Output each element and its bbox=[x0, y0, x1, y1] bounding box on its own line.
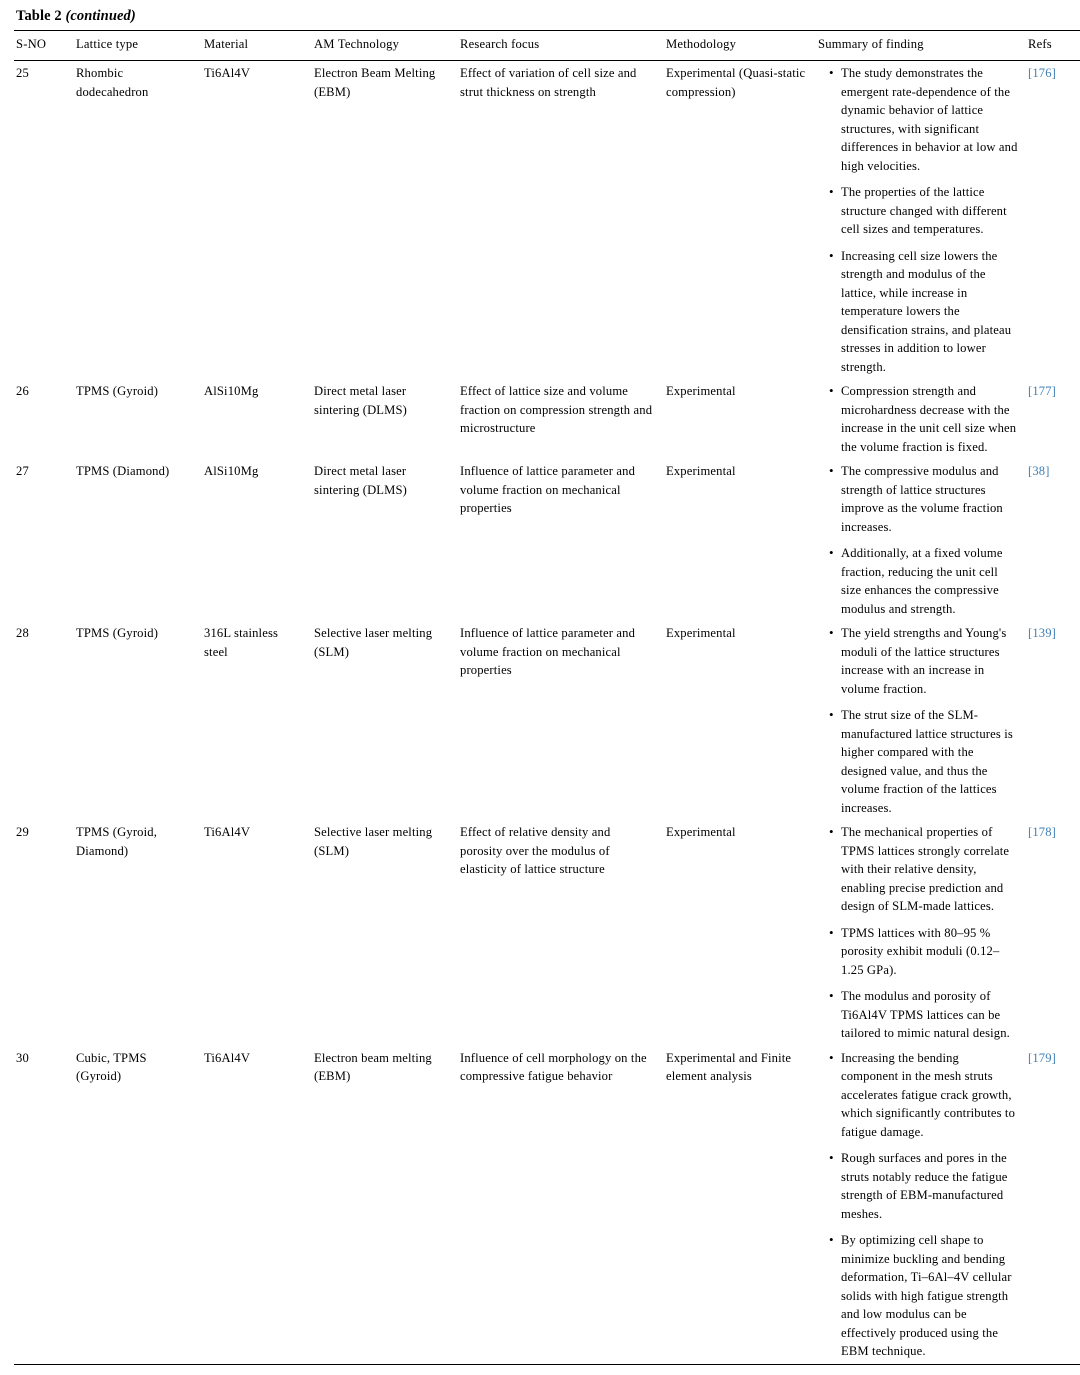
cell-am-technology: Electron beam melting (EBM) bbox=[312, 1046, 458, 1365]
reference-link[interactable]: [38] bbox=[1028, 464, 1050, 478]
finding-item: • The properties of the lattice structure changed with different cell sizes and temperatures. bbox=[831, 183, 1018, 239]
table-body bbox=[14, 61, 1080, 1365]
cell-summary bbox=[816, 621, 1026, 820]
cell-material: Ti6Al4V bbox=[202, 1046, 312, 1365]
table-caption-label: Table 2 bbox=[16, 8, 62, 24]
table-row bbox=[14, 621, 1080, 820]
table-header-row bbox=[14, 31, 1080, 61]
cell-methodology: Experimental bbox=[666, 384, 736, 398]
cell-sno: 28 bbox=[16, 626, 29, 640]
table-2-continued bbox=[14, 30, 1080, 1365]
findings-list bbox=[818, 823, 1018, 1043]
column-header-material: Material bbox=[202, 31, 312, 61]
cell-research-focus: Influence of lattice parameter and volume fraction on mechanical properties bbox=[460, 626, 636, 677]
reference-link[interactable]: [139] bbox=[1028, 626, 1057, 640]
cell-am-technology: Electron Beam Melting (EBM) bbox=[314, 66, 436, 99]
cell-material: Ti6Al4V bbox=[204, 66, 251, 80]
cell-material: 316L stainless steel bbox=[204, 626, 279, 659]
cell-lattice-type: TPMS (Gyroid) bbox=[76, 626, 159, 640]
column-header-summary: Summary of finding bbox=[816, 31, 1026, 61]
finding-item: • Additionally, at a fixed volume fraction, reducing the unit cell size enhances the compressive modulus and strength. bbox=[831, 544, 1018, 618]
cell-research-focus: Influence of cell morphology on the compressive fatigue behavior bbox=[458, 1046, 664, 1365]
finding-item: • The study demonstrates the emergent rate-dependence of the dynamic behavior of lattice structures, with significant differences in behavior at low and high velocities. bbox=[831, 64, 1018, 175]
cell-refs bbox=[1026, 61, 1080, 380]
cell-lattice-type: Cubic, TPMS (Gyroid) bbox=[74, 1046, 202, 1365]
table-caption bbox=[16, 8, 1066, 25]
cell-am-technology: Selective laser melting (SLM) bbox=[314, 825, 433, 858]
reference-link[interactable]: [179] bbox=[1028, 1050, 1057, 1065]
findings-list bbox=[818, 382, 1018, 456]
cell-methodology: Experimental and Finite element analysis bbox=[664, 1046, 816, 1365]
cell-material: AlSi10Mg bbox=[204, 384, 259, 398]
cell-sno: 25 bbox=[16, 66, 29, 80]
table-row bbox=[14, 1046, 1080, 1365]
cell-sno: 30 bbox=[14, 1046, 74, 1365]
finding-item: • Rough surfaces and pores in the struts notably reduce the fatigue strength of EBM-manufactured meshes. bbox=[831, 1149, 1018, 1223]
finding-item: • The mechanical properties of TPMS lattices strongly correlate with their relative density, enabling precise prediction and design of SLM-made lattices. bbox=[831, 823, 1018, 916]
cell-refs bbox=[1026, 1046, 1080, 1365]
finding-item: • Increasing cell size lowers the strength and modulus of the lattice, while increase in temperature lowers the densification strains, and plateau stresses in addition to lower strength. bbox=[831, 247, 1018, 377]
table-row bbox=[14, 379, 1080, 459]
table-caption-continued: (continued) bbox=[65, 8, 136, 24]
column-header-refs: Refs bbox=[1026, 31, 1080, 61]
column-header-lattice-type: Lattice type bbox=[74, 31, 202, 61]
reference-link[interactable]: [176] bbox=[1028, 66, 1057, 80]
cell-sno: 29 bbox=[16, 825, 29, 839]
cell-sno: 26 bbox=[16, 384, 29, 398]
column-header-research-focus: Research focus bbox=[458, 31, 664, 61]
reference-link[interactable]: [177] bbox=[1028, 384, 1057, 398]
cell-research-focus: Effect of lattice size and volume fraction on compression strength and microstructure bbox=[460, 384, 653, 435]
finding-item: • Increasing the bending component in the mesh struts accelerates fatigue crack growth, which significantly contributes to fatigue damage. bbox=[831, 1049, 1018, 1142]
cell-refs bbox=[1026, 459, 1080, 621]
table-header bbox=[14, 31, 1080, 61]
column-header-am-technology: AM Technology bbox=[312, 31, 458, 61]
cell-summary bbox=[816, 1046, 1026, 1365]
table-row bbox=[14, 459, 1080, 621]
cell-summary bbox=[816, 820, 1026, 1046]
cell-am-technology: Direct metal laser sintering (DLMS) bbox=[314, 384, 407, 417]
finding-item: • Compression strength and microhardness decrease with the increase in the unit cell size when the volume fraction is fixed. bbox=[831, 382, 1018, 456]
cell-sno: 27 bbox=[16, 464, 29, 478]
cell-summary bbox=[816, 459, 1026, 621]
cell-research-focus: Effect of relative density and porosity over the modulus of elasticity of lattice structure bbox=[460, 825, 611, 876]
finding-item: • The yield strengths and Young's moduli of the lattice structures increase with an increase in volume fraction. bbox=[831, 624, 1018, 698]
finding-item: • The modulus and porosity of Ti6Al4V TPMS lattices can be tailored to mimic natural design. bbox=[831, 987, 1018, 1043]
cell-methodology: Experimental bbox=[666, 825, 736, 839]
cell-lattice-type: TPMS (Gyroid, Diamond) bbox=[76, 825, 158, 858]
cell-material: AlSi10Mg bbox=[204, 464, 259, 478]
cell-research-focus: Influence of lattice parameter and volume fraction on mechanical properties bbox=[460, 464, 636, 515]
findings-list bbox=[818, 462, 1018, 618]
cell-methodology: Experimental bbox=[666, 626, 736, 640]
finding-item: • The compressive modulus and strength of lattice structures improve as the volume fraction increases. bbox=[831, 462, 1018, 536]
cell-am-technology: Selective laser melting (SLM) bbox=[314, 626, 433, 659]
findings-list bbox=[818, 624, 1018, 817]
cell-lattice-type: Rhombic dodecahedron bbox=[76, 66, 149, 99]
cell-lattice-type: TPMS (Gyroid) bbox=[76, 384, 159, 398]
cell-methodology: Experimental (Quasi-static compression) bbox=[666, 66, 806, 99]
cell-lattice-type: TPMS (Diamond) bbox=[76, 464, 170, 478]
cell-am-technology: Direct metal laser sintering (DLMS) bbox=[314, 464, 407, 497]
table-row bbox=[14, 61, 1080, 380]
reference-link[interactable]: [178] bbox=[1028, 825, 1057, 839]
cell-refs bbox=[1026, 820, 1080, 1046]
findings-list bbox=[818, 64, 1018, 376]
table-row bbox=[14, 820, 1080, 1046]
finding-item: • TPMS lattices with 80–95 % porosity exhibit moduli (0.12–1.25 GPa). bbox=[831, 924, 1018, 980]
column-header-methodology: Methodology bbox=[664, 31, 816, 61]
cell-research-focus: Effect of variation of cell size and strut thickness on strength bbox=[460, 66, 637, 99]
column-header-sno: S-NO bbox=[14, 31, 74, 61]
cell-material: Ti6Al4V bbox=[204, 825, 251, 839]
cell-summary bbox=[816, 379, 1026, 459]
finding-item: • By optimizing cell shape to minimize buckling and bending deformation, Ti–6Al–4V cellular solids with high fatigue strength and low modulus can be effectively produced using the EBM technique. bbox=[831, 1231, 1018, 1361]
cell-summary bbox=[816, 61, 1026, 380]
finding-item: • The strut size of the SLM-manufactured lattice structures is higher compared with the designed value, and thus the volume fraction of the lattices increases. bbox=[831, 706, 1018, 817]
cell-methodology: Experimental bbox=[666, 464, 736, 478]
findings-list bbox=[818, 1049, 1018, 1361]
cell-refs bbox=[1026, 621, 1080, 820]
cell-refs bbox=[1026, 379, 1080, 459]
